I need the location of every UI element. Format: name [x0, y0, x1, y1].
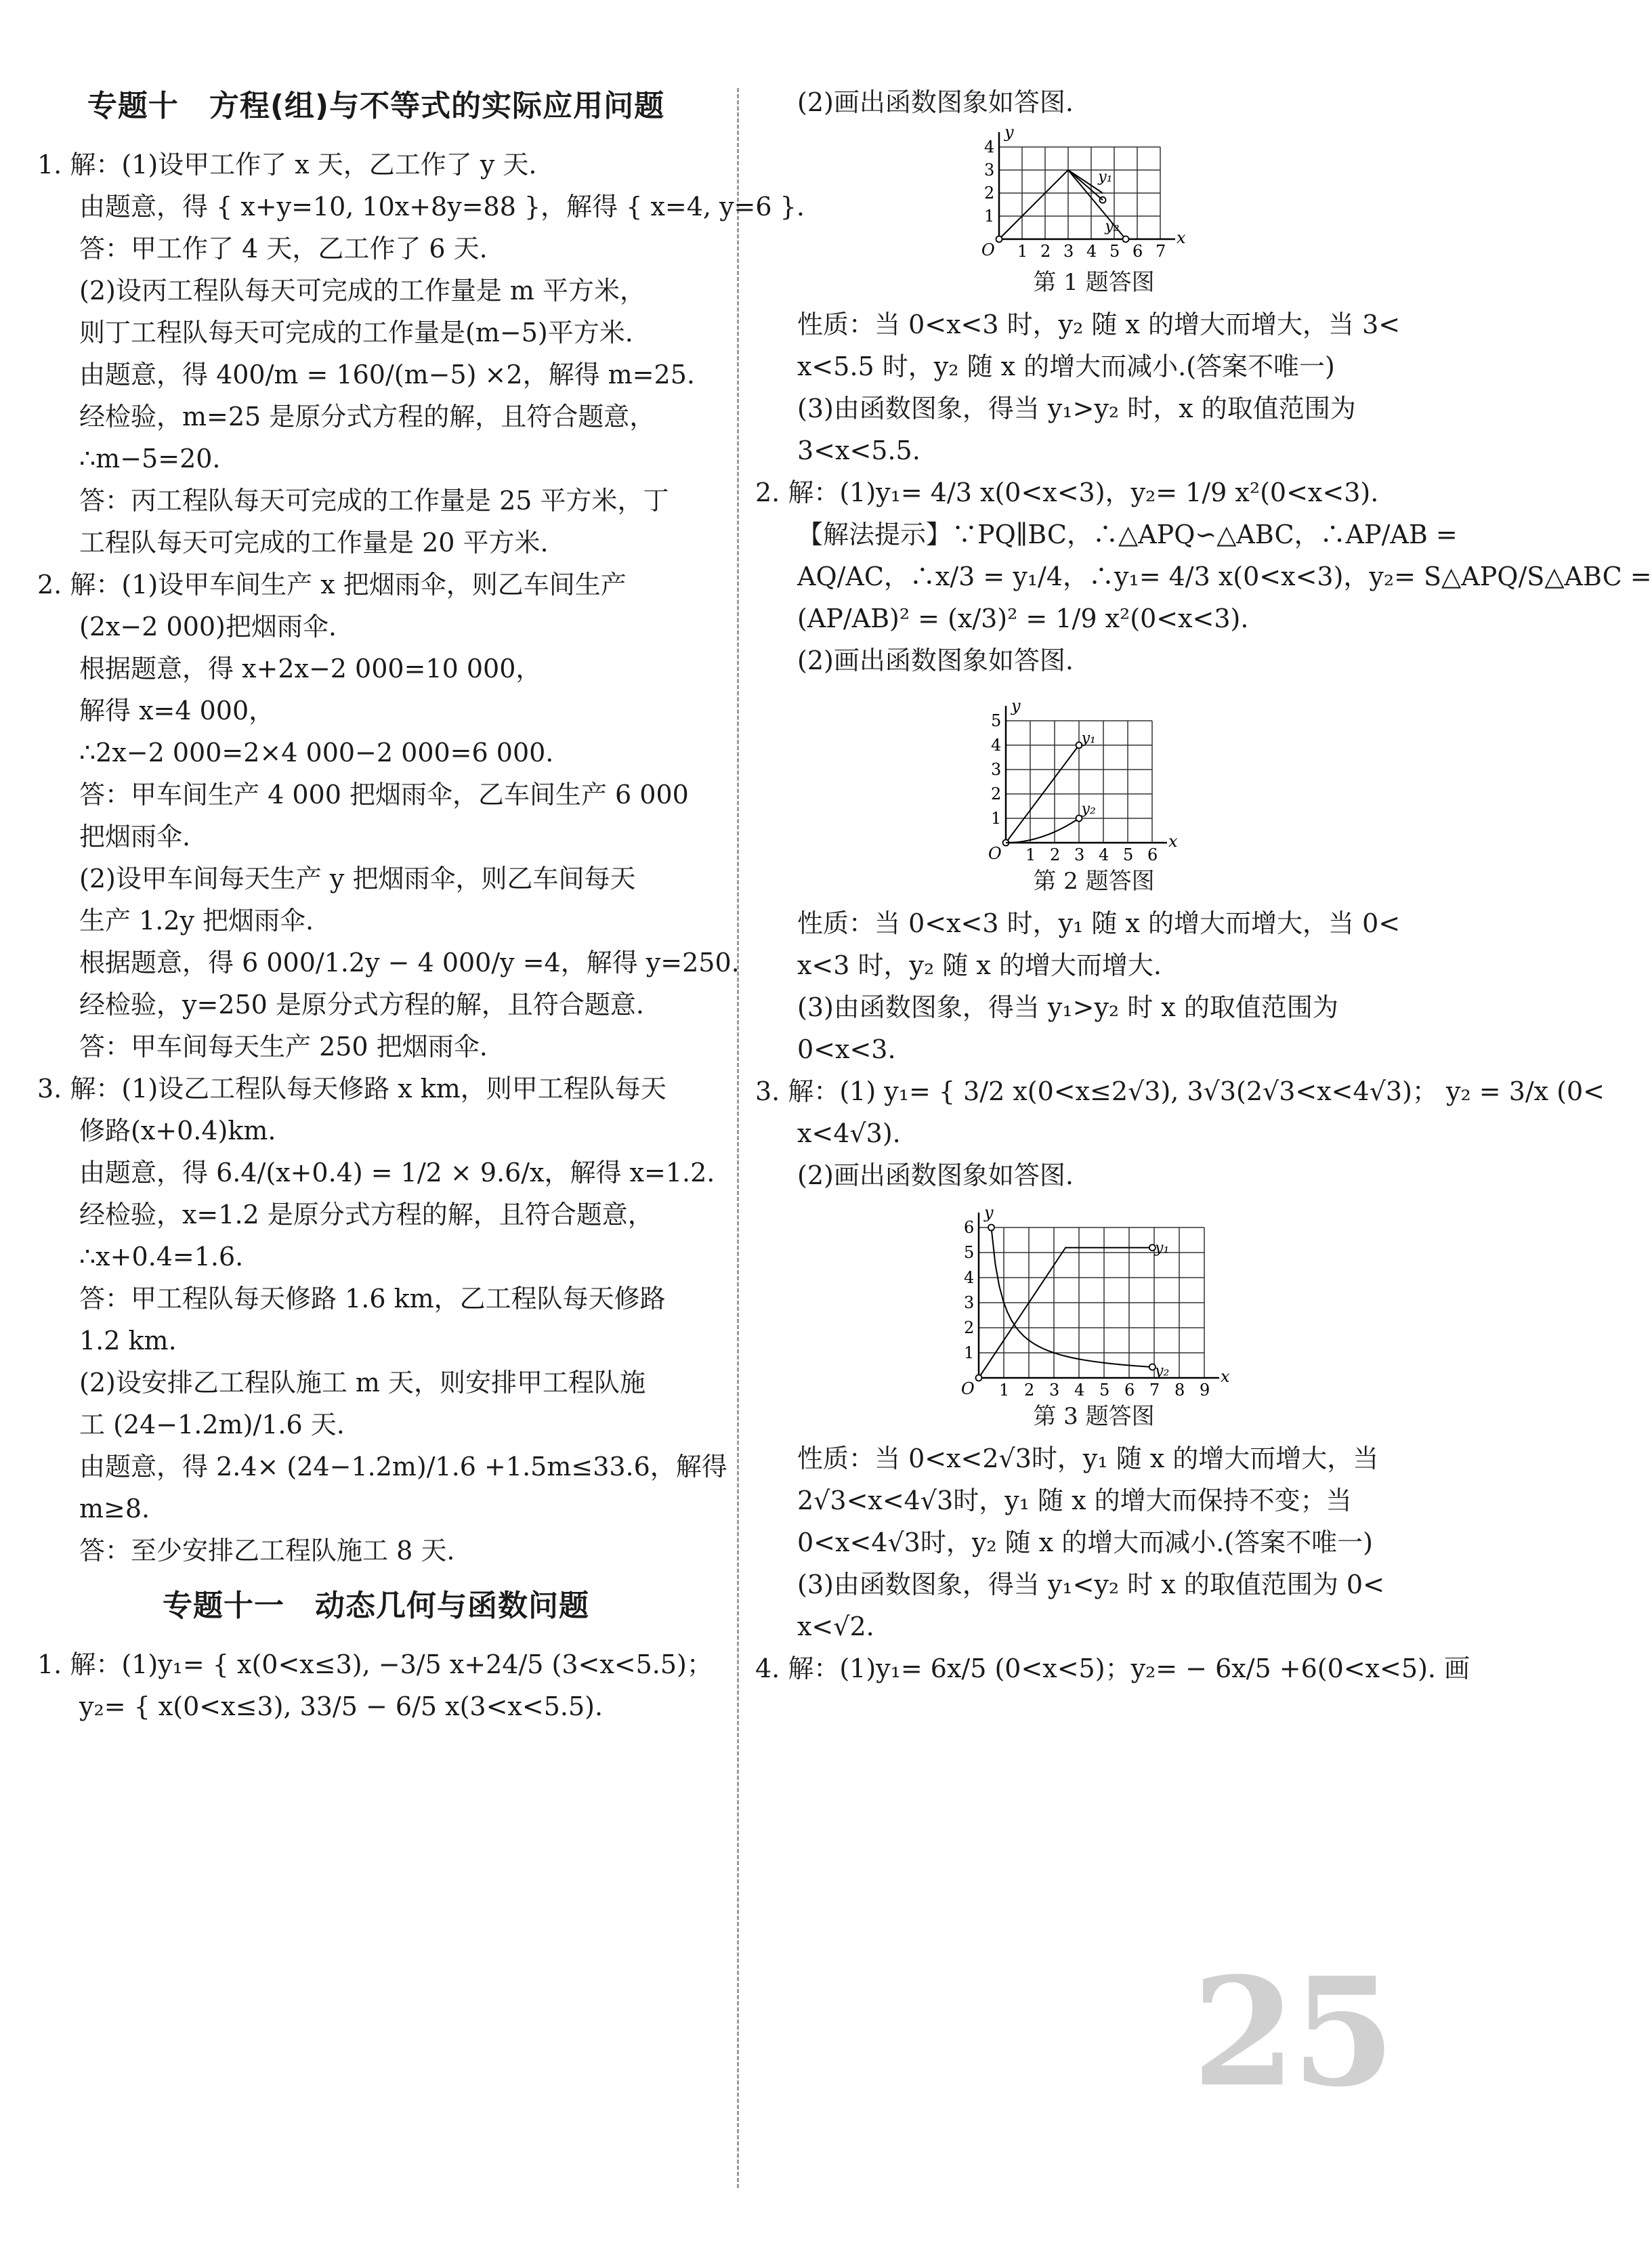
text-line: 根据题意，得 6 000/1.2y − 4 000/y =4，解得 y=250. [79, 948, 740, 978]
right-column [755, 81, 1652, 1689]
y-tick-label: 3 [964, 1293, 975, 1312]
text-line: (2)画出函数图象如答图. [797, 87, 1074, 117]
text-line: ∴x+0.4=1.6. [79, 1242, 244, 1272]
open-endpoint [988, 1225, 994, 1231]
x-tick-label: 7 [1149, 1381, 1160, 1400]
label-y1: y₁ [1098, 169, 1113, 186]
right-lines-a [755, 81, 1433, 123]
text-line: 3. 解：(1) y₁= { 3/2 x(0<x≤2√3), 3√3(2√3<x<4√3)； y₂ = 3/x (0< [755, 1076, 1605, 1106]
text-line: 由题意，得 2.4× (24−1.2m)/1.6 +1.5m≤33.6，解得 [79, 1452, 727, 1482]
graph-3 [952, 1200, 1236, 1400]
figure-3 [755, 1200, 1433, 1433]
text-line: y₂= { x(0<x≤3), 33/5 − 6/5 x(3<x<5.5). [79, 1692, 603, 1721]
x-tick-label: 5 [1109, 242, 1120, 261]
x-tick-label: 2 [1040, 242, 1051, 261]
text-line: 由题意，得 { x+y=10, 10x+8y=88 }，解得 { x=4, y=6 }. [79, 192, 805, 222]
text-line: (2x−2 000)把烟雨伞. [79, 612, 337, 642]
text-line: (2)画出函数图象如答图. [797, 646, 1074, 675]
y-tick-label: 2 [984, 184, 995, 203]
text-line: x<5.5 时，y₂ 随 x 的增大而减小.(答案不唯一) [797, 352, 1335, 381]
y-tick-label: 5 [991, 711, 1002, 730]
y-axis-label: y [984, 1203, 994, 1222]
text-line: 1. 解：(1)y₁= { x(0<x≤3), −3/5 x+24/5 (3<x<5.5)； [37, 1650, 713, 1679]
section-title-11: 专题十一 动态几何与函数问题 [163, 1589, 589, 1623]
x-tick-label: 7 [1156, 242, 1166, 261]
text-line: ∴m−5=20. [79, 444, 221, 474]
graph-1 [972, 123, 1216, 263]
text-line: x<3 时，y₂ 随 x 的增大而增大. [797, 950, 1162, 980]
y-tick-label: 3 [984, 161, 995, 180]
left-lines [37, 144, 805, 1572]
x-tick-label: 3 [1063, 242, 1074, 261]
text-line: 1. 解：(1)设甲工作了 x 天，乙工作了 y 天. [37, 150, 537, 180]
x-tick-label: 6 [1147, 845, 1158, 864]
text-line: (2)画出函数图象如答图. [797, 1160, 1074, 1190]
text-line: 则丁工程队每天可完成的工作量是(m−5)平方米. [79, 318, 633, 348]
text-line: 答：至少安排乙工程队施工 8 天. [79, 1536, 455, 1566]
origin-label: O [981, 240, 995, 259]
y-tick-label: 1 [964, 1343, 975, 1362]
y-axis-label: y [1011, 696, 1021, 715]
left-lines-2 [37, 1643, 715, 1727]
left-column [37, 81, 805, 1727]
text-line: 由题意，得 6.4/(x+0.4) = 1/2 × 9.6/x，解得 x=1.2. [79, 1158, 715, 1188]
y-tick-label: 4 [984, 138, 995, 156]
x-tick-label: 1 [1025, 845, 1036, 864]
y-tick-label: 2 [964, 1318, 975, 1337]
text-line: 0<x<4√3时，y₂ 随 x 的增大而减小.(答案不唯一) [797, 1528, 1373, 1557]
x-axis-label: x [1168, 832, 1178, 851]
x-tick-label: 5 [1099, 1381, 1110, 1400]
y-tick-label: 4 [991, 736, 1002, 755]
x-axis-label: x [1221, 1367, 1230, 1386]
text-line: 修路(x+0.4)km. [79, 1116, 276, 1146]
x-tick-label: 5 [1123, 845, 1134, 864]
x-tick-label: 3 [1074, 845, 1085, 864]
text-line: 由题意，得 400/m = 160/(m−5) ×2，解得 m=25. [79, 360, 695, 390]
figure-3-caption: 第 3 题答图 [1033, 1403, 1155, 1430]
right-lines-b [755, 303, 1652, 681]
text-line: 经检验，x=1.2 是原分式方程的解，且符合题意， [79, 1200, 654, 1230]
label-y2: y₂ [1105, 218, 1120, 236]
text-line: 经检验，y=250 是原分式方程的解，且符合题意. [79, 990, 644, 1020]
y-tick-label: 6 [964, 1218, 975, 1237]
x-tick-label: 4 [1099, 845, 1109, 864]
text-line: 0<x<3. [797, 1034, 896, 1064]
label-y2: y₂ [1155, 1362, 1170, 1380]
x-tick-label: 4 [1086, 242, 1097, 261]
text-line: 把烟雨伞. [79, 822, 191, 852]
text-line: (2)设甲车间每天生产 y 把烟雨伞，则乙车间每天 [79, 864, 636, 894]
text-line: 性质：当 0<x<2√3时，y₁ 随 x 的增大而增大，当 [797, 1444, 1379, 1473]
x-tick-label: 2 [1050, 845, 1061, 864]
curve-y1 [999, 170, 1103, 239]
text-line: AQ/AC，∴x/3 = y₁/4，∴y₁= 4/3 x(0<x<3)，y₂= S△APQ/S△ABC = [797, 562, 1652, 591]
curve-y2 [992, 1227, 1153, 1367]
y-axis-label: y [1004, 123, 1014, 142]
text-line: (AP/AB)² = (x/3)² = 1/9 x²(0<x<3). [797, 604, 1249, 633]
x-tick-label: 9 [1200, 1381, 1210, 1400]
text-line: 3. 解：(1)设乙工程队每天修路 x km，则甲工程队每天 [37, 1074, 666, 1104]
curve-y1 [979, 1248, 1152, 1378]
x-tick-label: 3 [1049, 1381, 1060, 1400]
text-line: 性质：当 0<x<3 时，y₂ 随 x 的增大而增大，当 3< [797, 310, 1401, 339]
y-tick-label: 5 [964, 1243, 975, 1262]
y-tick-label: 1 [984, 207, 995, 226]
text-line: 答：甲车间每天生产 250 把烟雨伞. [79, 1032, 488, 1062]
text-line: 解得 x=4 000， [79, 696, 275, 726]
figure-2-caption: 第 2 题答图 [1033, 868, 1155, 895]
origin-label: O [961, 1379, 975, 1398]
text-line: 答：甲车间生产 4 000 把烟雨伞，乙车间生产 6 000 [79, 780, 689, 810]
x-tick-label: 1 [1017, 242, 1028, 261]
text-line: 1.2 km. [79, 1326, 177, 1356]
y-tick-label: 2 [991, 784, 1002, 803]
text-line: 工程队每天可完成的工作量是 20 平方米. [79, 528, 549, 558]
text-line: 2. 解：(1)设甲车间生产 x 把烟雨伞，则乙车间生产 [37, 570, 627, 600]
section-title-10: 专题十 方程(组)与不等式的实际应用问题 [87, 89, 665, 123]
label-y2: y₂ [1081, 800, 1096, 818]
origin-label: O [988, 844, 1002, 863]
text-line: 2. 解：(1)y₁= 4/3 x(0<x<3)，y₂= 1/9 x²(0<x<3). [755, 478, 1379, 507]
label-y1: y₁ [1155, 1240, 1170, 1257]
text-line: 工 (24−1.2m)/1.6 天. [79, 1410, 345, 1440]
open-endpoint [976, 1375, 982, 1381]
text-line: x<√2. [797, 1612, 874, 1641]
right-lines-d [755, 1437, 1470, 1689]
x-axis-label: x [1177, 228, 1186, 247]
figure-2 [755, 686, 1433, 898]
text-line: 3<x<5.5. [797, 436, 920, 465]
text-line: 答：甲工程队每天修路 1.6 km，乙工程队每天修路 [79, 1284, 666, 1314]
page-number: 25 [1192, 1944, 1392, 2120]
y-tick-label: 4 [964, 1268, 975, 1287]
text-line: 答：甲工作了 4 天，乙工作了 6 天. [79, 234, 488, 264]
column-divider [737, 88, 739, 2188]
figure-1 [755, 123, 1433, 299]
text-line: 2√3<x<4√3时，y₁ 随 x 的增大而保持不变；当 [797, 1486, 1352, 1515]
y-tick-label: 3 [991, 760, 1002, 779]
text-line: 经检验，m=25 是原分式方程的解，且符合题意， [79, 402, 656, 432]
x-tick-label: 8 [1174, 1381, 1185, 1400]
text-line: (3)由函数图象，得当 y₁>y₂ 时 x 的取值范围为 [797, 992, 1338, 1022]
figure-1-caption: 第 1 题答图 [1033, 269, 1155, 296]
text-line: (2)设安排乙工程队施工 m 天，则安排甲工程队施 [79, 1368, 646, 1398]
text-line: 性质：当 0<x<3 时，y₁ 随 x 的增大而增大，当 0< [797, 908, 1401, 938]
text-line: (2)设丙工程队每天可完成的工作量是 m 平方米， [79, 276, 646, 306]
x-tick-label: 6 [1132, 242, 1143, 261]
graph-2 [986, 686, 1202, 862]
text-line: 答：丙工程队每天可完成的工作量是 25 平方米，丁 [79, 486, 669, 516]
x-tick-label: 6 [1124, 1381, 1135, 1400]
x-tick-label: 4 [1074, 1381, 1085, 1400]
x-tick-label: 1 [999, 1381, 1010, 1400]
text-line: 生产 1.2y 把烟雨伞. [79, 906, 314, 936]
text-line: 根据题意，得 x+2x−2 000=10 000， [79, 654, 542, 684]
text-line: (3)由函数图象，得当 y₁<y₂ 时 x 的取值范围为 0< [797, 1570, 1384, 1599]
open-endpoint [1123, 236, 1129, 243]
text-line: x<4√3). [797, 1118, 901, 1148]
curve-y2 [1006, 818, 1079, 843]
y-tick-label: 1 [991, 809, 1002, 828]
right-lines-c [755, 902, 1605, 1196]
text-line: ∴2x−2 000=2×4 000−2 000=6 000. [79, 738, 554, 768]
text-line: 【解法提示】∵PQ∥BC，∴△APQ∽△ABC，∴AP/AB = [797, 520, 1458, 549]
text-line: (3)由函数图象，得当 y₁>y₂ 时，x 的取值范围为 [797, 394, 1356, 423]
open-endpoint [996, 236, 1002, 243]
text-line: m≥8. [79, 1494, 150, 1524]
x-tick-label: 2 [1024, 1381, 1035, 1400]
label-y1: y₁ [1081, 730, 1096, 747]
text-line: 4. 解：(1)y₁= 6x/5 (0<x<5)；y₂= − 6x/5 +6(0<x<5). 画 [755, 1654, 1470, 1683]
